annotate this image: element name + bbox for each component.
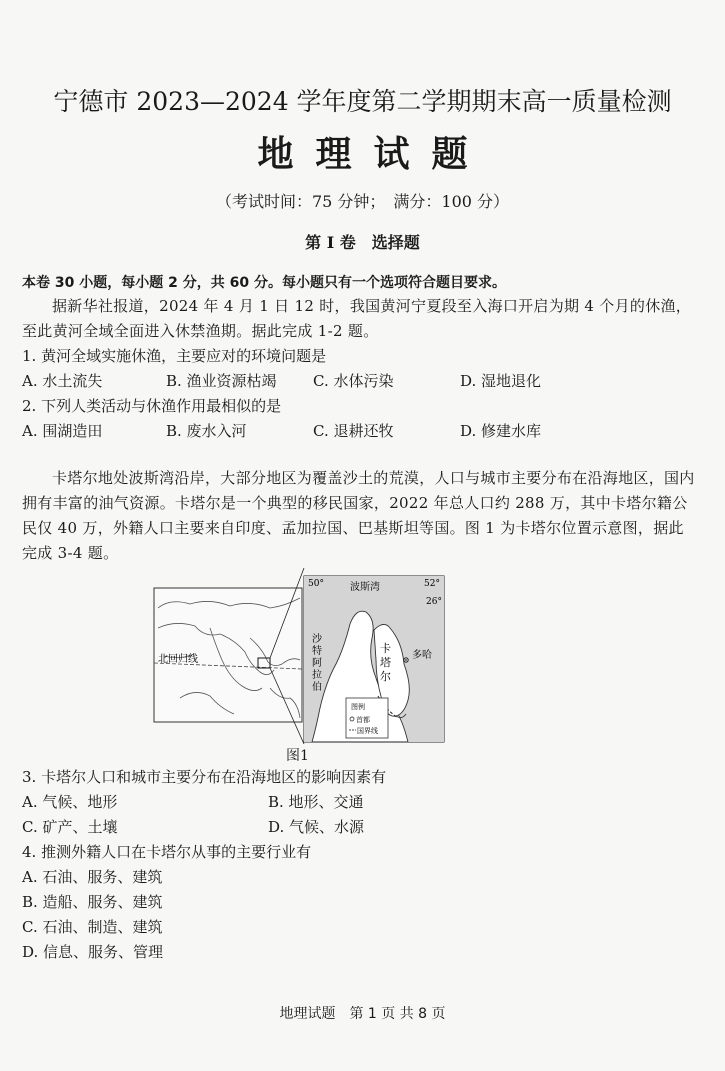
q2-option-a[interactable]: A. 围湖造田 bbox=[22, 422, 103, 440]
q2-option-d[interactable]: D. 修建水库 bbox=[460, 422, 542, 440]
q3-option-b[interactable]: B. 地形、交通 bbox=[268, 793, 364, 811]
qatar-label-2: 塔 bbox=[380, 656, 391, 669]
q1-option-a[interactable]: A. 水土流失 bbox=[22, 372, 103, 390]
q4-option-d[interactable]: D. 信息、服务、管理 bbox=[22, 943, 164, 961]
exam-info: （考试时间：75 分钟； 满分：100 分） bbox=[215, 192, 510, 211]
subject-title: 地理试题 bbox=[257, 133, 490, 175]
saudi-label-4: 拉 bbox=[312, 670, 322, 681]
question-4-stem: 4. 推测外籍人口在卡塔尔从事的主要行业有 bbox=[22, 843, 312, 861]
passage-1: 据新华社报道，2024 年 4 月 1 日 12 时，我国黄河宁夏段至入海口开启为期 4 个月的休渔，至此黄河全域全面进入休禁渔期。据此完成 1-2 题。 bbox=[22, 297, 692, 340]
legend-border-label: 国界线 bbox=[357, 727, 378, 735]
q2-option-c[interactable]: C. 退耕还牧 bbox=[313, 422, 394, 440]
page-footer: 地理试题 第 1 页 共 8 页 bbox=[279, 1006, 446, 1022]
passage-2: 卡塔尔地处波斯湾沿岸，大部分地区为覆盖沙土的荒漠，人口与城市主要分布在沿海地区，国内拥有丰富的油气资源。卡塔尔是一个典型的移民国家，2022 年总人口约 288 万，其中卡塔尔籍公民仅 40 万，外籍人口主要来自印度、孟加拉国、巴基斯坦等国。图 1 为卡塔尔位置示意图，据此完成 3-4 题。 bbox=[22, 469, 695, 562]
q3-option-c[interactable]: C. 矿产、土壤 bbox=[22, 818, 118, 836]
latitude-label: 26° bbox=[426, 597, 442, 607]
instructions: 本卷 30 小题，每小题 2 分，共 60 分。每小题只有一个选项符合题目要求。 bbox=[22, 275, 506, 291]
qatar-label-3: 尔 bbox=[380, 670, 391, 683]
q1-option-b[interactable]: B. 渔业资源枯竭 bbox=[166, 372, 277, 390]
q1-option-d[interactable]: D. 湿地退化 bbox=[460, 372, 542, 390]
q4-option-c[interactable]: C. 石油、制造、建筑 bbox=[22, 918, 163, 936]
inset-map bbox=[304, 576, 444, 742]
qatar-location-map bbox=[150, 568, 450, 744]
gulf-label: 波斯湾 bbox=[350, 582, 380, 593]
doha-label: 多哈 bbox=[412, 650, 432, 661]
legend-capital-label: 首都 bbox=[356, 716, 370, 724]
saudi-label-5: 伯 bbox=[312, 682, 322, 693]
longitude-left-label: 50° bbox=[308, 579, 324, 589]
qatar-label-1: 卡 bbox=[380, 642, 391, 655]
question-1-stem: 1. 黄河全域实施休渔，主要应对的环境问题是 bbox=[22, 347, 327, 365]
tropic-label: 北回归线 bbox=[158, 654, 198, 665]
section-heading: 第 Ⅰ 卷 选择题 bbox=[305, 233, 420, 252]
q4-option-a[interactable]: A. 石油、服务、建筑 bbox=[22, 868, 163, 886]
q1-option-c[interactable]: C. 水体污染 bbox=[313, 372, 394, 390]
question-2-stem: 2. 下列人类活动与休渔作用最相似的是 bbox=[22, 397, 282, 415]
longitude-right-label: 52° bbox=[424, 579, 440, 589]
exam-title: 宁德市 2023—2024 学年度第二学期期末高一质量检测 bbox=[53, 87, 672, 116]
q4-option-b[interactable]: B. 造船、服务、建筑 bbox=[22, 893, 163, 911]
saudi-label-1: 沙 bbox=[312, 634, 322, 645]
q2-option-b[interactable]: B. 废水入河 bbox=[166, 422, 247, 440]
saudi-label-2: 特 bbox=[312, 646, 322, 657]
legend-title: 图例 bbox=[351, 703, 365, 711]
q3-option-a[interactable]: A. 气候、地形 bbox=[22, 793, 118, 811]
q3-option-d[interactable]: D. 气候、水源 bbox=[268, 818, 365, 836]
saudi-label-3: 阿 bbox=[312, 658, 322, 669]
question-3-stem: 3. 卡塔尔人口和城市主要分布在沿海地区的影响因素有 bbox=[22, 768, 387, 786]
figure-caption: 图1 bbox=[286, 748, 309, 764]
